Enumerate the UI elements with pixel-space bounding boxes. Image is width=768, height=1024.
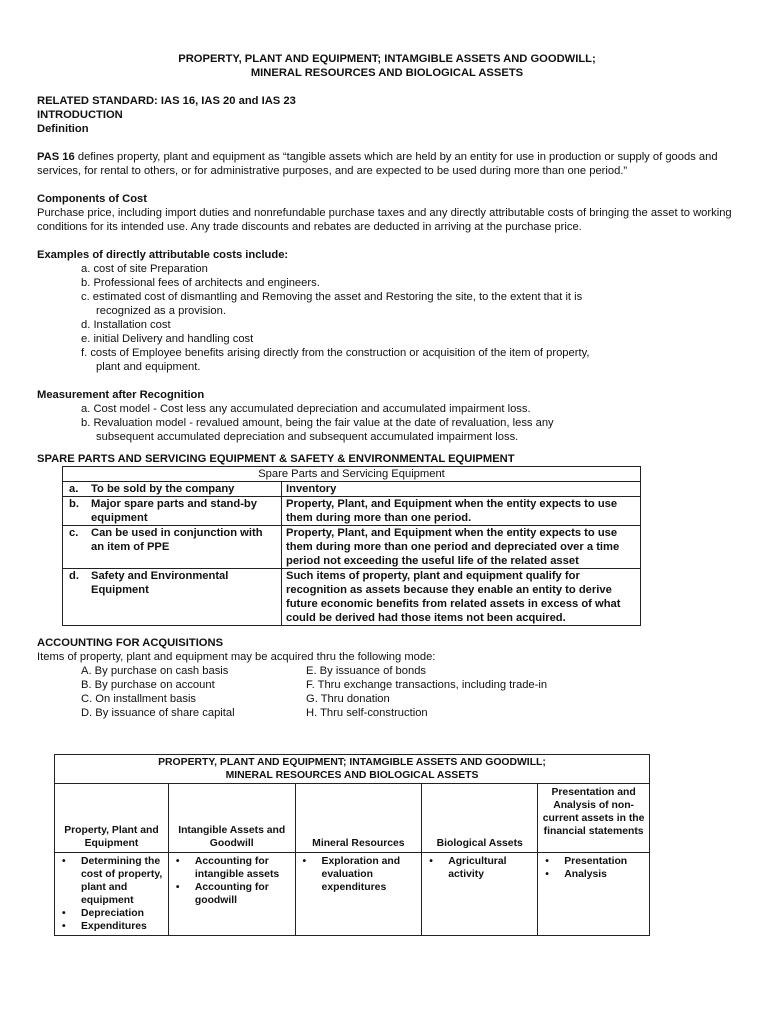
row-item: To be sold by the company [87, 482, 282, 497]
summary-cell-ppe [55, 853, 169, 936]
summary-header-biological: Biological Assets [422, 784, 538, 853]
list-item: d. Installation cost [81, 319, 171, 331]
doc-title-line-2: MINERAL RESOURCES AND BIOLOGICAL ASSETS [250, 67, 524, 79]
row-treatment: Property, Plant, and Equipment when the entity expects to use them during more than one period. [282, 497, 641, 526]
pas16-label: PAS 16 [37, 151, 75, 163]
list-item: • Accounting for goodwill [173, 881, 291, 907]
doc-title-line-1: PROPERTY, PLANT AND EQUIPMENT; INTAMGIBLE ASSETS AND GOODWILL; [178, 53, 596, 65]
row-letter: a. [63, 482, 88, 497]
summary-header-mineral: Mineral Resources [295, 784, 422, 853]
row-treatment: Such items of property, plant and equipment qualify for recognition as assets because they enable an entity to derive future economic benefits from related assets in excess of what could be derived had those items not been acquired. [282, 569, 641, 626]
row-item: Major spare parts and stand-by equipment [87, 497, 282, 526]
list-item: • Expenditures [59, 920, 164, 933]
list-item: b. Revaluation model - revalued amount, being the fair value at the date of revaluation, less any [81, 417, 554, 429]
list-item: F. Thru exchange transactions, including trade-in [306, 679, 548, 691]
document-page [37, 52, 737, 936]
list-item: E. By issuance of bonds [306, 665, 427, 677]
row-treatment: Inventory [282, 482, 641, 497]
row-item: Safety and Environmental Equipment [87, 569, 282, 626]
row-item: Can be used in conjunction with an item of PPE [87, 526, 282, 569]
list-item: plant and equipment. [96, 361, 201, 373]
list-item: e. initial Delivery and handling cost [81, 333, 254, 345]
summary-title-line-2: MINERAL RESOURCES AND BIOLOGICAL ASSETS [225, 770, 479, 781]
list-item: • Accounting for intangible assets [173, 855, 291, 881]
list-item: C. On installment basis [81, 693, 197, 705]
list-item: H. Thru self-construction [306, 707, 428, 719]
list-item: • Analysis [542, 868, 645, 881]
list-item: G. Thru donation [306, 693, 390, 705]
list-item: b. Professional fees of architects and engineers. [81, 277, 320, 289]
summary-cell-intangible [168, 853, 295, 936]
row-letter: b. [63, 497, 88, 526]
list-item: • Agricultural activity [426, 855, 533, 881]
related-standard: RELATED STANDARD: IAS 16, IAS 20 and IAS 23 [37, 95, 296, 107]
acquisitions-intro: Items of property, plant and equipment may be acquired thru the following mode: [37, 651, 436, 663]
list-item: f. costs of Employee benefits arising directly from the construction or acquisition of the item of property, [81, 347, 590, 359]
summary-header-ppe: Property, Plant and Equipment [55, 784, 169, 853]
summary-title [55, 755, 650, 784]
summary-table [54, 754, 650, 936]
list-item: D. By issuance of share capital [81, 707, 235, 719]
measurement-list [37, 402, 737, 444]
row-letter: c. [63, 526, 88, 569]
examples-list [37, 262, 737, 374]
summary-cell-presentation [538, 853, 650, 936]
list-item: • Determining the cost of property, plant and equipment [59, 855, 164, 907]
list-item: recognized as a provision. [96, 305, 226, 317]
spare-parts-table [62, 466, 641, 626]
pas16-text: defines property, plant and equipment as “tangible assets which are held by an entity for use in production or supply of goods and services, for rental to others, or for administrative purposes, and are expected to be used during more than one period.” [37, 151, 718, 177]
spare-parts-heading: SPARE PARTS AND SERVICING EQUIPMENT & SAFETY & ENVIRONMENTAL EQUIPMENT [37, 453, 515, 465]
list-item: • Depreciation [59, 907, 164, 920]
row-treatment: Property, Plant, and Equipment when the entity expects to use them during more than one period and depreciated over a time period not exceeding the useful life of the related asset [282, 526, 641, 569]
table-row [63, 569, 641, 626]
table-row [63, 482, 641, 497]
list-item: A. By purchase on cash basis [81, 665, 229, 677]
list-item: • Exploration and evaluation expenditures [300, 855, 418, 894]
acquisitions-heading: ACCOUNTING FOR ACQUISITIONS [37, 637, 224, 649]
list-item: • Presentation [542, 855, 645, 868]
components-heading: Components of Cost [37, 193, 148, 205]
components-text: Purchase price, including import duties and nonrefundable purchase taxes and any directly attributable costs of bringing the asset to working conditions for its intended use. Any trade discounts and rebates are deducted in arriving at the purchase price. [37, 207, 732, 233]
summary-cell-biological [422, 853, 538, 936]
introduction-heading: INTRODUCTION [37, 109, 123, 121]
summary-title-line-1: PROPERTY, PLANT AND EQUIPMENT; INTAMGIBLE ASSETS AND GOODWILL; [158, 757, 546, 768]
table-row [63, 526, 641, 569]
definition-heading: Definition [37, 123, 89, 135]
list-item: c. estimated cost of dismantling and Removing the asset and Restoring the site, to the extent that it is [81, 291, 583, 303]
table-row [63, 497, 641, 526]
examples-heading: Examples of directly attributable costs include: [37, 249, 289, 261]
summary-header-presentation: Presentation and Analysis of non-current assets in the financial statements [538, 784, 650, 853]
list-item: a. Cost model - Cost less any accumulated depreciation and accumulated impairment loss. [81, 403, 531, 415]
pas16-paragraph [37, 150, 737, 178]
list-item: subsequent accumulated depreciation and subsequent accumulated impairment loss. [96, 431, 519, 443]
list-item: a. cost of site Preparation [81, 263, 208, 275]
summary-header-intangible: Intangible Assets and Goodwill [168, 784, 295, 853]
spare-table-title: Spare Parts and Servicing Equipment [63, 467, 641, 482]
summary-cell-mineral [295, 853, 422, 936]
acquisition-modes [37, 664, 737, 720]
list-item: B. By purchase on account [81, 679, 215, 691]
row-letter: d. [63, 569, 88, 626]
measurement-heading: Measurement after Recognition [37, 389, 205, 401]
